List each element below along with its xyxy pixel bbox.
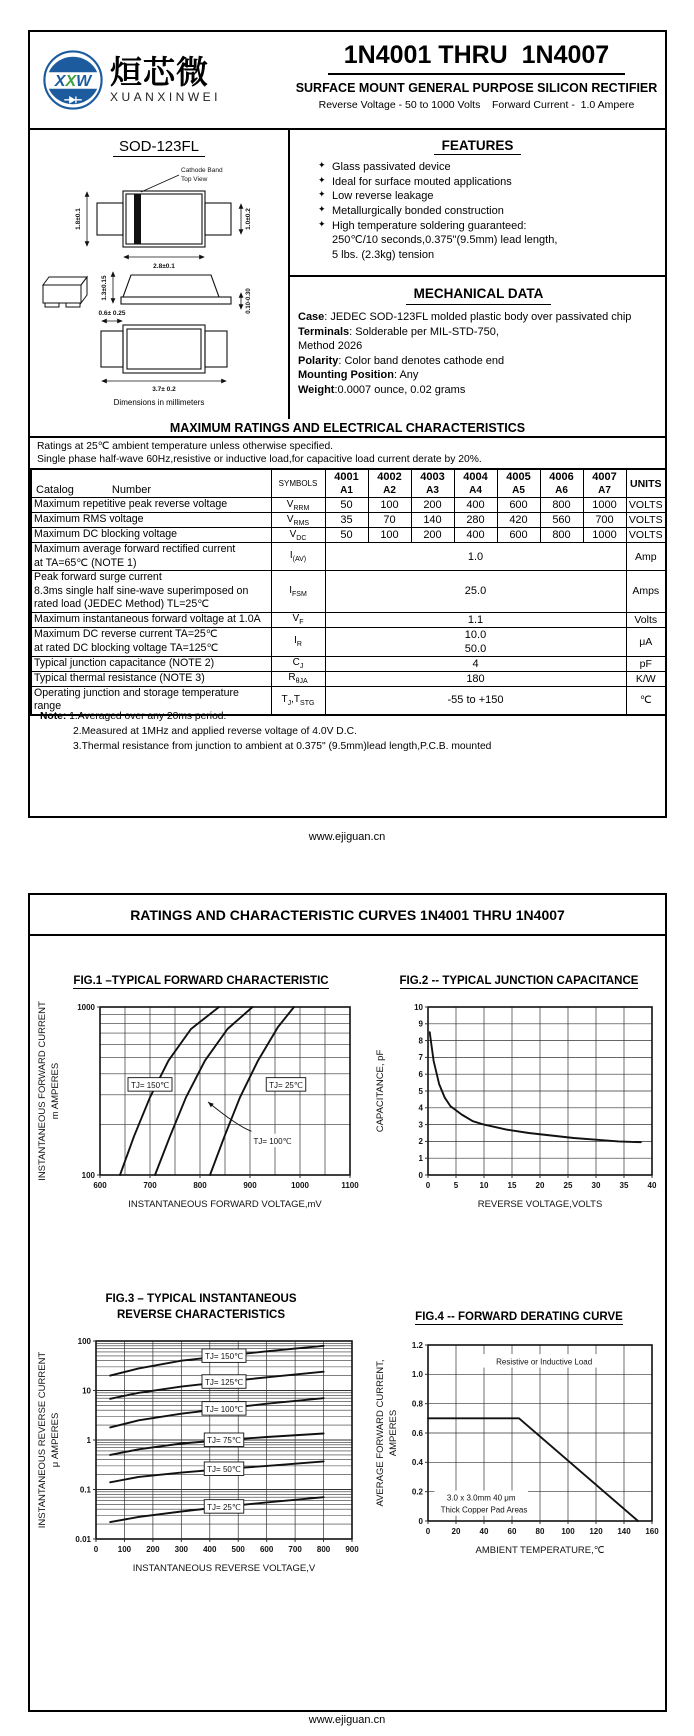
figure-2 bbox=[372, 973, 666, 1218]
svg-text:600: 600 bbox=[259, 1545, 274, 1555]
part-number: 4005 bbox=[506, 471, 531, 483]
svg-text:1100: 1100 bbox=[341, 1181, 359, 1191]
table-row bbox=[31, 528, 666, 543]
mechanical-line bbox=[298, 383, 659, 398]
svg-text:0.01: 0.01 bbox=[75, 1534, 91, 1544]
table-row bbox=[31, 627, 666, 656]
features-section bbox=[290, 130, 665, 277]
svg-text:500: 500 bbox=[231, 1545, 245, 1555]
catalog-label: Catalog bbox=[36, 484, 74, 496]
mechanical-text: :0.0007 ounce, 0.02 grams bbox=[334, 384, 466, 397]
svg-text:300: 300 bbox=[174, 1545, 189, 1555]
svg-text:TJ= 25℃: TJ= 25℃ bbox=[269, 1080, 303, 1090]
bullet-icon: ✦ bbox=[318, 203, 326, 214]
table-row bbox=[31, 571, 666, 613]
part-suffix: A7 bbox=[598, 485, 611, 496]
table-row bbox=[31, 498, 666, 513]
footer-url-2: www.ejiguan.cn bbox=[308, 1714, 386, 1726]
symbol-cell: $V_{RRM}$ bbox=[271, 498, 325, 513]
svg-text:0.8: 0.8 bbox=[411, 1399, 423, 1409]
note-label: Note: bbox=[40, 711, 70, 722]
note-line: Note: 1.Averaged over any 20ms period. bbox=[40, 711, 227, 722]
value-cell-span: 25.0 bbox=[325, 571, 626, 613]
figure-4-chart bbox=[372, 1337, 664, 1559]
figure-1 bbox=[34, 973, 368, 1218]
table-row bbox=[31, 656, 666, 671]
part-header-cell bbox=[540, 469, 583, 498]
symbols-header-cell: SYMBOLS bbox=[271, 469, 325, 498]
figure-3-chart bbox=[34, 1335, 364, 1577]
value-cell: 400 bbox=[454, 498, 497, 513]
logo-monogram: XXW bbox=[54, 72, 92, 90]
figure-3 bbox=[34, 1291, 368, 1582]
mechanical-line bbox=[298, 354, 659, 369]
part-suffix: A4 bbox=[469, 485, 482, 496]
table-row bbox=[31, 513, 666, 528]
unit-cell: Amp bbox=[626, 543, 666, 571]
header bbox=[30, 32, 665, 130]
svg-text:20: 20 bbox=[535, 1181, 545, 1191]
mechanical-line bbox=[298, 368, 659, 383]
svg-text:800: 800 bbox=[193, 1181, 207, 1191]
part-number: 4003 bbox=[420, 471, 445, 483]
mechanical-line bbox=[298, 339, 659, 354]
part-number: 4004 bbox=[463, 471, 488, 483]
table-row bbox=[31, 671, 666, 686]
dim-body-width: 2.8±0.1 bbox=[153, 263, 175, 270]
svg-text:INSTANTANEOUS FORWARD VOLTAGE,: INSTANTANEOUS FORWARD VOLTAGE,mV bbox=[128, 1199, 322, 1211]
svg-text:μ AMPERES: μ AMPERES bbox=[50, 1412, 61, 1468]
mechanical-label: Terminals bbox=[298, 325, 350, 338]
feature-text: Metallurgically bonded construction bbox=[332, 204, 504, 217]
svg-text:TJ= 50℃: TJ= 50℃ bbox=[207, 1465, 241, 1475]
feature-item bbox=[290, 160, 665, 175]
unit-cell: K/W bbox=[626, 671, 666, 686]
svg-text:700: 700 bbox=[143, 1181, 157, 1191]
table-header-row bbox=[31, 469, 666, 498]
device-description: SURFACE MOUNT GENERAL PURPOSE SILICON RECTIFIER bbox=[295, 81, 658, 95]
unit-cell: VOLTS bbox=[626, 513, 666, 528]
mechanical-label: Polarity bbox=[298, 354, 339, 367]
svg-text:AMPERES: AMPERES bbox=[388, 1409, 399, 1457]
cathode-band-callout: Cathode Band bbox=[181, 167, 223, 174]
param-cell: Maximum repetitive peak reverse voltage bbox=[31, 498, 271, 513]
mechanical-data-section bbox=[290, 277, 665, 398]
svg-text:100: 100 bbox=[117, 1545, 132, 1555]
symbol-cell: $V_{RMS}$ bbox=[271, 513, 325, 528]
mechanical-label: Mounting Position bbox=[298, 369, 394, 382]
svg-text:4: 4 bbox=[418, 1103, 423, 1113]
svg-text:m AMPERES: m AMPERES bbox=[50, 1062, 61, 1120]
svg-text:900: 900 bbox=[345, 1545, 359, 1555]
footer-url: www.ejiguan.cn bbox=[308, 831, 386, 843]
mechanical-label: Case bbox=[298, 310, 325, 323]
value-cell: 100 bbox=[368, 498, 411, 513]
mechanical-line bbox=[298, 310, 659, 325]
bullet-icon: ✦ bbox=[318, 218, 326, 229]
value-cell: 400 bbox=[454, 528, 497, 543]
svg-text:160: 160 bbox=[645, 1527, 659, 1537]
unit-cell: VOLTS bbox=[626, 528, 666, 543]
feature-text: Glass passivated device bbox=[332, 161, 451, 173]
value-cell: 200 bbox=[411, 528, 454, 543]
mechanical-line bbox=[298, 325, 659, 340]
svg-text:25: 25 bbox=[563, 1181, 573, 1191]
table-row bbox=[31, 612, 666, 627]
value-cell-span: 4 bbox=[325, 656, 626, 671]
value-cell: 420 bbox=[497, 513, 540, 528]
svg-text:5: 5 bbox=[418, 1086, 423, 1096]
feature-item bbox=[290, 219, 665, 234]
svg-text:1000: 1000 bbox=[77, 1002, 95, 1012]
value-cell: 70 bbox=[368, 513, 411, 528]
dim-total-length: 3.7± 0.2 bbox=[152, 386, 176, 393]
param-cell: Typical junction capacitance (NOTE 2) bbox=[31, 656, 271, 671]
value-cell-span: 180 bbox=[325, 671, 626, 686]
part-number: 4006 bbox=[549, 471, 574, 483]
value-cell: 140 bbox=[411, 513, 454, 528]
figure-2-chart bbox=[372, 1001, 664, 1213]
mechanical-lines bbox=[298, 310, 659, 398]
figure-4-title: FIG.4 -- FORWARD DERATING CURVE bbox=[415, 1311, 623, 1323]
svg-text:15: 15 bbox=[507, 1181, 517, 1191]
curves-page-heading: RATINGS AND CHARACTERISTIC CURVES 1N4001 THRU 1N4007 bbox=[30, 895, 665, 936]
mechanical-text: : Any bbox=[393, 369, 419, 382]
feature-item bbox=[290, 248, 665, 263]
svg-text:120: 120 bbox=[589, 1527, 603, 1537]
dim-standoff: 0.10-0.30 bbox=[246, 288, 252, 314]
svg-text:1000: 1000 bbox=[291, 1181, 309, 1191]
param-cell: Operating junction and storage temperature range bbox=[31, 686, 271, 715]
param-cell: Maximum DC blocking voltage bbox=[31, 528, 271, 543]
svg-text:INSTANTANEOUS REVERSE VOLTAGE,: INSTANTANEOUS REVERSE VOLTAGE,V bbox=[132, 1563, 316, 1575]
mechanical-label: Weight bbox=[298, 384, 335, 397]
unit-cell: ℃ bbox=[626, 686, 666, 715]
value-cell: 800 bbox=[540, 498, 583, 513]
features-list bbox=[290, 160, 665, 262]
dim-band: 0.6± 0.25 bbox=[98, 310, 126, 317]
units-header-cell: UNITS bbox=[626, 469, 666, 498]
value-cell: 700 bbox=[583, 513, 626, 528]
value-cell: 50 bbox=[325, 528, 368, 543]
svg-text:0: 0 bbox=[425, 1527, 431, 1537]
ratings-summary: Reverse Voltage - 50 to 1000 Volts Forward Current - 1.0 Ampere bbox=[318, 99, 635, 111]
param-cell: Maximum average forward rectified current at TA=65℃ (NOTE 1) bbox=[31, 543, 271, 571]
page1-box bbox=[28, 30, 667, 818]
svg-text:INSTANTANEOUS FORWARD CURRENT: INSTANTANEOUS FORWARD CURRENT bbox=[37, 1001, 48, 1181]
svg-text:30: 30 bbox=[591, 1181, 601, 1191]
part-header-cell bbox=[497, 469, 540, 498]
number-label: Number bbox=[111, 484, 152, 496]
header-title-block bbox=[288, 32, 665, 128]
svg-text:0: 0 bbox=[425, 1181, 431, 1191]
value-cell-span: 10.0 50.0 bbox=[325, 627, 626, 656]
unit-cell: Amps bbox=[626, 571, 666, 613]
condition-line-2: Single phase half-wave 60Hz,resistive or inductive load,for capacitive load current derate by 20%. bbox=[37, 453, 482, 465]
feature-text: 250℃/10 seconds,0.375"(9.5mm) lead length, bbox=[332, 234, 558, 247]
part-header-cell bbox=[325, 469, 368, 498]
value-cell: 200 bbox=[411, 498, 454, 513]
svg-text:TJ= 100℃: TJ= 100℃ bbox=[204, 1405, 244, 1415]
svg-text:600: 600 bbox=[93, 1181, 107, 1191]
svg-text:TJ= 125℃: TJ= 125℃ bbox=[204, 1378, 244, 1388]
svg-text:TJ= 150℃: TJ= 150℃ bbox=[204, 1352, 244, 1362]
unit-cell: μA bbox=[626, 627, 666, 656]
svg-text:20: 20 bbox=[451, 1527, 461, 1537]
param-cell: Maximum RMS voltage bbox=[31, 513, 271, 528]
part-header-cell bbox=[411, 469, 454, 498]
notes-block bbox=[40, 710, 491, 755]
svg-text:0: 0 bbox=[418, 1516, 423, 1526]
figure-4 bbox=[372, 1309, 666, 1564]
mechanical-text: : JEDEC SOD-123FL molded plastic body over passivated chip bbox=[324, 310, 632, 323]
svg-text:TJ= 75℃: TJ= 75℃ bbox=[207, 1436, 241, 1446]
svg-text:INSTANTANEOUS REVERSE CURRENT: INSTANTANEOUS REVERSE CURRENT bbox=[37, 1351, 48, 1529]
part-header-cell bbox=[454, 469, 497, 498]
svg-text:3: 3 bbox=[418, 1120, 423, 1130]
svg-text:8: 8 bbox=[418, 1036, 423, 1046]
condition-line-1: Ratings at 25℃ ambient temperature unless otherwise specified. bbox=[37, 441, 334, 452]
figure-1-title: FIG.1 –TYPICAL FORWARD CHARACTERISTIC bbox=[73, 975, 329, 987]
value-cell: 100 bbox=[368, 528, 411, 543]
part-suffix: A1 bbox=[340, 485, 353, 496]
part-header-cell bbox=[368, 469, 411, 498]
svg-text:80: 80 bbox=[535, 1527, 545, 1537]
part-suffix: A2 bbox=[383, 485, 396, 496]
part-header-cell bbox=[583, 469, 626, 498]
part-number: 4001 bbox=[334, 471, 359, 483]
svg-text:200: 200 bbox=[146, 1545, 160, 1555]
svg-text:60: 60 bbox=[507, 1527, 517, 1537]
value-cell: 1000 bbox=[583, 498, 626, 513]
bullet-icon: ✦ bbox=[318, 160, 326, 170]
page2-box bbox=[28, 893, 667, 1712]
feature-text: Ideal for surface mouted applications bbox=[332, 175, 512, 188]
mechanical-heading: MECHANICAL DATA bbox=[406, 285, 552, 305]
dim-side-height: 1.3±0.15 bbox=[101, 275, 108, 301]
ratings-conditions bbox=[37, 441, 482, 467]
svg-text:3.0 x 3.0mm 40 μm: 3.0 x 3.0mm 40 μm bbox=[446, 1493, 516, 1503]
mechanical-text: : Color band denotes cathode end bbox=[338, 354, 505, 367]
param-cell: Maximum DC reverse current TA=25℃ at rated DC blocking voltage TA=125℃ bbox=[31, 627, 271, 656]
param-cell: Maximum instantaneous forward voltage at 1.0A bbox=[31, 612, 271, 627]
package-column bbox=[30, 130, 290, 419]
svg-text:140: 140 bbox=[617, 1527, 631, 1537]
svg-text:1.0: 1.0 bbox=[411, 1370, 423, 1380]
svg-text:0.6: 0.6 bbox=[411, 1428, 423, 1438]
unit-cell: VOLTS bbox=[626, 498, 666, 513]
package-drawing bbox=[35, 157, 283, 393]
value-cell: 280 bbox=[454, 513, 497, 528]
svg-text:100: 100 bbox=[77, 1336, 91, 1346]
figure-1-chart bbox=[34, 1001, 364, 1213]
svg-text:0: 0 bbox=[418, 1170, 423, 1180]
note-line: 2.Measured at 1MHz and applied reverse voltage of 4.0V D.C. bbox=[73, 725, 357, 737]
package-and-features-section bbox=[30, 130, 665, 419]
brand-logo bbox=[30, 32, 288, 128]
param-cell: Peak forward surge current 8.3ms single half sine-wave superimposed on rated load (JEDEC Method) TL=25℃ bbox=[31, 571, 271, 613]
value-cell-span: 1.1 bbox=[325, 612, 626, 627]
symbol-cell: $I_R$ bbox=[271, 627, 325, 656]
param-cell: Typical thermal resistance (NOTE 3) bbox=[31, 671, 271, 686]
symbol-cell: $R_{\theta JA}$ bbox=[271, 671, 325, 686]
svg-text:REVERSE VOLTAGE,VOLTS: REVERSE VOLTAGE,VOLTS bbox=[477, 1199, 603, 1211]
svg-text:5: 5 bbox=[453, 1181, 459, 1191]
svg-text:100: 100 bbox=[81, 1170, 95, 1180]
part-number-title: 1N4001 THRU 1N4007 bbox=[328, 41, 625, 75]
svg-text:40: 40 bbox=[647, 1181, 657, 1191]
unit-cell: pF bbox=[626, 656, 666, 671]
svg-text:10: 10 bbox=[479, 1181, 489, 1191]
svg-text:7: 7 bbox=[418, 1053, 423, 1063]
value-cell-span: 1.0 bbox=[325, 543, 626, 571]
feature-item bbox=[290, 204, 665, 219]
figure-3-title: FIG.3 – TYPICAL INSTANTANEOUS REVERSE CHARACTERISTICS bbox=[105, 1293, 297, 1322]
symbol-cell: $I_{(AV)}$ bbox=[271, 543, 325, 571]
svg-text:0.2: 0.2 bbox=[411, 1487, 423, 1497]
symbol-cell: $I_{FSM}$ bbox=[271, 571, 325, 613]
part-suffix: A5 bbox=[512, 485, 525, 496]
value-cell: 600 bbox=[497, 528, 540, 543]
value-cell: 35 bbox=[325, 513, 368, 528]
brand-name-en: XUANXINWEI bbox=[110, 90, 222, 105]
symbol-cell: $V_{DC}$ bbox=[271, 528, 325, 543]
svg-text:AVERAGE FORWARD CURRENT,: AVERAGE FORWARD CURRENT, bbox=[375, 1359, 386, 1507]
value-cell: 800 bbox=[540, 528, 583, 543]
feature-item bbox=[290, 175, 665, 190]
svg-text:CAPACITANCE, pF: CAPACITANCE, pF bbox=[375, 1049, 386, 1133]
svg-text:TJ= 150℃: TJ= 150℃ bbox=[130, 1080, 170, 1090]
dimensions-footnote: Dimensions in millimeters bbox=[113, 398, 205, 407]
mechanical-text: Method 2026 bbox=[298, 340, 363, 353]
note-line: 3.Thermal resistance from junction to ambient at 0.375" (9.5mm)lead length,P.C.B. mounted bbox=[73, 740, 492, 752]
feature-item bbox=[290, 233, 665, 248]
mechanical-text: : Solderable per MIL-STD-750, bbox=[349, 325, 499, 338]
bullet-icon: ✦ bbox=[318, 189, 326, 200]
brand-name-cn: 烜芯微 bbox=[110, 53, 210, 90]
svg-text:35: 35 bbox=[619, 1181, 629, 1191]
svg-text:Resistive or Inductive Load: Resistive or Inductive Load bbox=[496, 1357, 593, 1367]
table-row bbox=[31, 543, 666, 571]
figure-2-title: FIG.2 -- TYPICAL JUNCTION CAPACITANCE bbox=[399, 975, 639, 987]
package-name: SOD-123FL bbox=[113, 138, 205, 157]
dim-tab-height: 1.0±0.2 bbox=[245, 208, 252, 230]
svg-text:Thick Copper Pad Areas: Thick Copper Pad Areas bbox=[440, 1505, 528, 1515]
ratings-table bbox=[30, 468, 667, 716]
svg-text:2: 2 bbox=[418, 1137, 423, 1147]
svg-text:9: 9 bbox=[418, 1019, 423, 1029]
part-number: 4002 bbox=[377, 471, 402, 483]
logo-mark-icon bbox=[42, 49, 104, 111]
svg-text:700: 700 bbox=[288, 1545, 302, 1555]
svg-text:100: 100 bbox=[561, 1527, 575, 1537]
part-number: 4007 bbox=[592, 471, 617, 483]
svg-text:10: 10 bbox=[82, 1386, 91, 1396]
catalog-header-cell bbox=[31, 469, 271, 498]
svg-text:900: 900 bbox=[243, 1181, 257, 1191]
feature-item bbox=[290, 189, 665, 204]
svg-text:TJ= 25℃: TJ= 25℃ bbox=[207, 1503, 241, 1513]
svg-text:40: 40 bbox=[479, 1527, 489, 1537]
bullet-icon: ✦ bbox=[318, 174, 326, 185]
symbol-cell: $C_J$ bbox=[271, 656, 325, 671]
value-cell: 560 bbox=[540, 513, 583, 528]
feature-text: High temperature soldering guaranteed: bbox=[332, 219, 527, 232]
value-cell-span: -55 to +150 bbox=[325, 686, 626, 715]
value-cell: 600 bbox=[497, 498, 540, 513]
svg-text:1.2: 1.2 bbox=[411, 1340, 423, 1350]
svg-text:1: 1 bbox=[418, 1154, 423, 1164]
svg-text:0.1: 0.1 bbox=[79, 1485, 91, 1495]
dim-body-height: 1.8±0.1 bbox=[75, 208, 82, 230]
ratings-banner: MAXIMUM RATINGS AND ELECTRICAL CHARACTERISTICS bbox=[30, 419, 665, 438]
features-heading: FEATURES bbox=[434, 138, 522, 155]
feature-text: Low reverse leakage bbox=[332, 190, 434, 203]
value-cell: 1000 bbox=[583, 528, 626, 543]
svg-text:0: 0 bbox=[93, 1545, 99, 1555]
top-view-callout: Top View bbox=[181, 176, 208, 183]
svg-text:10: 10 bbox=[414, 1002, 423, 1012]
svg-text:1: 1 bbox=[86, 1435, 91, 1445]
svg-text:400: 400 bbox=[203, 1545, 217, 1555]
symbol-cell: $V_F$ bbox=[271, 612, 325, 627]
symbol-cell: $T_J,T_{STG}$ bbox=[271, 686, 325, 715]
value-cell: 50 bbox=[325, 498, 368, 513]
svg-text:AMBIENT TEMPERATURE,℃: AMBIENT TEMPERATURE,℃ bbox=[475, 1545, 605, 1557]
svg-text:0.4: 0.4 bbox=[411, 1458, 423, 1468]
svg-text:TJ= 100℃: TJ= 100℃ bbox=[253, 1137, 292, 1147]
svg-text:6: 6 bbox=[418, 1070, 423, 1080]
unit-cell: Volts bbox=[626, 612, 666, 627]
svg-text:800: 800 bbox=[316, 1545, 331, 1555]
part-suffix: A3 bbox=[426, 485, 439, 496]
feature-text: 5 lbs. (2.3kg) tension bbox=[332, 248, 435, 261]
part-suffix: A6 bbox=[555, 485, 568, 496]
features-and-mechanical-column bbox=[290, 130, 665, 419]
